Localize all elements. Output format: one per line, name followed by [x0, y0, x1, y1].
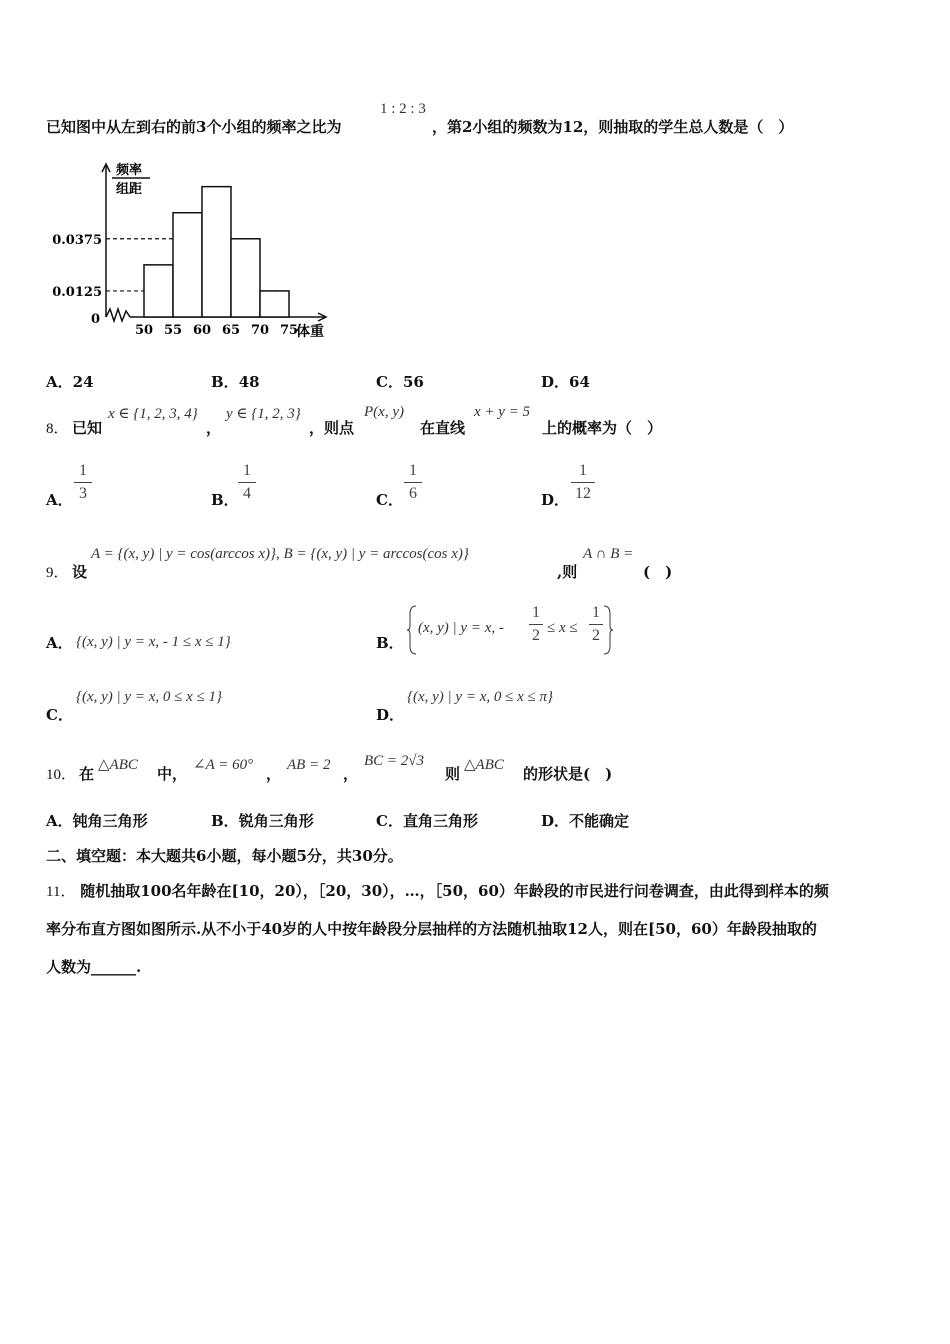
q9-option-b-math: (x, y) | y = x, - 1 2 ≤ x ≤ 1 2 — [407, 604, 612, 656]
q7-option-a[interactable]: A．24 — [46, 373, 94, 391]
q10-text-4: ， — [343, 765, 359, 783]
q8-math-2: y ∈ {1, 2, 3} — [226, 406, 301, 422]
origin-label: 0 — [90, 312, 100, 327]
q8-option-a-letter[interactable]: A． — [46, 491, 73, 509]
q10-option-d[interactable]: D．不能确定 — [541, 812, 630, 830]
q11-line-3: 人数为______. — [46, 958, 142, 976]
y-tick-label-0.0375: 0.0375 — [52, 232, 102, 248]
section-heading-fill-in: 二、填空题：本大题共6小题，每小题5分，共30分。 — [46, 847, 403, 865]
x-tick-label-75: 75 — [279, 323, 299, 338]
q9-option-b-letter[interactable]: B． — [376, 634, 404, 652]
right-brace-icon — [603, 604, 615, 656]
histogram-bar-65-70 — [231, 239, 260, 317]
q8-text-1: 已知 — [72, 419, 103, 437]
q11-line-2: 率分布直方图如图所示.从不小于40岁的人中按年龄段分层抽样的方法随机抽取12人，则在[50，60）年龄段抽取的 — [46, 920, 817, 938]
x-tick-label-60: 60 — [192, 323, 212, 338]
chart-bars — [144, 187, 289, 317]
x-tick-label-55: 55 — [163, 323, 183, 338]
q11-number: 11． — [46, 884, 76, 900]
x-tick-label-65: 65 — [221, 323, 241, 338]
x-tick-label-50: 50 — [134, 323, 154, 338]
q8-math-1: x ∈ {1, 2, 3, 4} — [108, 406, 198, 422]
q10-math-triangle-2: △ABC — [464, 757, 504, 773]
q7-option-c[interactable]: C．56 — [376, 373, 424, 391]
q10-option-b[interactable]: B．锐角三角形 — [211, 812, 314, 830]
q9-option-c-math: {(x, y) | y = x, 0 ≤ x ≤ 1} — [76, 689, 222, 705]
q10-text-6: 的形状是( ) — [523, 765, 613, 783]
q9-option-a-letter[interactable]: A． — [46, 634, 73, 652]
q7-ratio: 1 : 2 : 3 — [380, 101, 426, 117]
q9-math-intersection: A ∩ B = — [583, 546, 634, 562]
q9-option-c-letter[interactable]: C． — [46, 706, 73, 724]
q8-text-5: 上的概率为（ ） — [542, 419, 663, 437]
q9-text-1: 设 — [72, 563, 88, 581]
x-axis-break — [106, 309, 130, 321]
histogram-bar-50-55 — [144, 265, 173, 317]
q8-option-b-fraction: 1 4 — [238, 462, 256, 503]
q10-math-angle: ∠A = 60° — [193, 757, 254, 773]
q8-option-a-fraction: 1 3 — [74, 462, 92, 503]
q8-text-3: ，则点 — [309, 419, 355, 437]
q8-text-4: 在直线 — [420, 419, 466, 437]
q10-text-1: 在 — [79, 765, 95, 783]
q9-option-d-math: {(x, y) | y = x, 0 ≤ x ≤ π} — [407, 689, 554, 705]
q9-option-a-math: {(x, y) | y = x, - 1 ≤ x ≤ 1} — [76, 634, 231, 650]
q8-option-d-letter[interactable]: D． — [541, 491, 570, 509]
q10-option-a[interactable]: A．钝角三角形 — [46, 812, 148, 830]
q10-option-c[interactable]: C．直角三角形 — [376, 812, 478, 830]
q8-option-d-fraction: 1 12 — [571, 462, 595, 503]
q8-option-b-letter[interactable]: B． — [211, 491, 239, 509]
q8-math-3: P(x, y) — [364, 404, 404, 420]
q9-text-3: ( ) — [643, 563, 673, 581]
q9-math-sets: A = {(x, y) | y = cos(arccos x)}, B = {(x, y) | y = arccos(cos x)} — [91, 546, 469, 562]
q11-paragraph — [46, 880, 906, 994]
q10-math-bc: BC = 2√3 — [364, 753, 425, 769]
q8-text-2: ， — [206, 419, 222, 437]
q9-number: 9． — [46, 565, 69, 581]
q7-stem-part-a: 已知图中从左到右的前3个小组的频率之比为 — [46, 118, 342, 136]
q10-text-3: ， — [266, 765, 282, 783]
histogram-bar-60-65 — [202, 187, 231, 317]
q8-option-c-letter[interactable]: C． — [376, 491, 403, 509]
q10-text-5: 则 — [445, 765, 461, 783]
y-axis-label-top: 频率 — [116, 163, 143, 178]
q7-stem — [46, 116, 341, 137]
q7-stem-part-b: ，第2小组的频数为12，则抽取的学生总人数是（ ） — [432, 118, 794, 136]
y-tick-label-0.0125: 0.0125 — [52, 284, 102, 300]
q9-text-2: ,则 — [557, 563, 578, 581]
q9-option-d-letter[interactable]: D． — [376, 706, 405, 724]
x-tick-label-70: 70 — [250, 323, 270, 338]
q8-option-c-fraction: 1 6 — [404, 462, 422, 503]
histogram-chart — [44, 156, 344, 346]
q10-math-triangle-1: △ABC — [98, 757, 138, 773]
q10-number: 10． — [46, 767, 77, 783]
q10-text-2: 中， — [157, 765, 188, 783]
q7-option-d[interactable]: D．64 — [541, 373, 590, 391]
y-axis-label-bottom: 组距 — [116, 182, 143, 197]
q11-line-1: 随机抽取100名年龄在[10，20），［20，30），…，［50，60）年龄段的市民进行问卷调查，由此得到样本的频 — [80, 882, 829, 900]
q8-math-4: x + y = 5 — [474, 404, 531, 420]
histogram-bar-70-75 — [260, 291, 289, 317]
x-axis-label: 体重 — [296, 324, 324, 340]
q10-math-ab: AB = 2 — [287, 757, 331, 773]
q7-option-b[interactable]: B．48 — [211, 373, 260, 391]
histogram-bar-55-60 — [173, 213, 202, 317]
q8-number: 8． — [46, 421, 69, 437]
